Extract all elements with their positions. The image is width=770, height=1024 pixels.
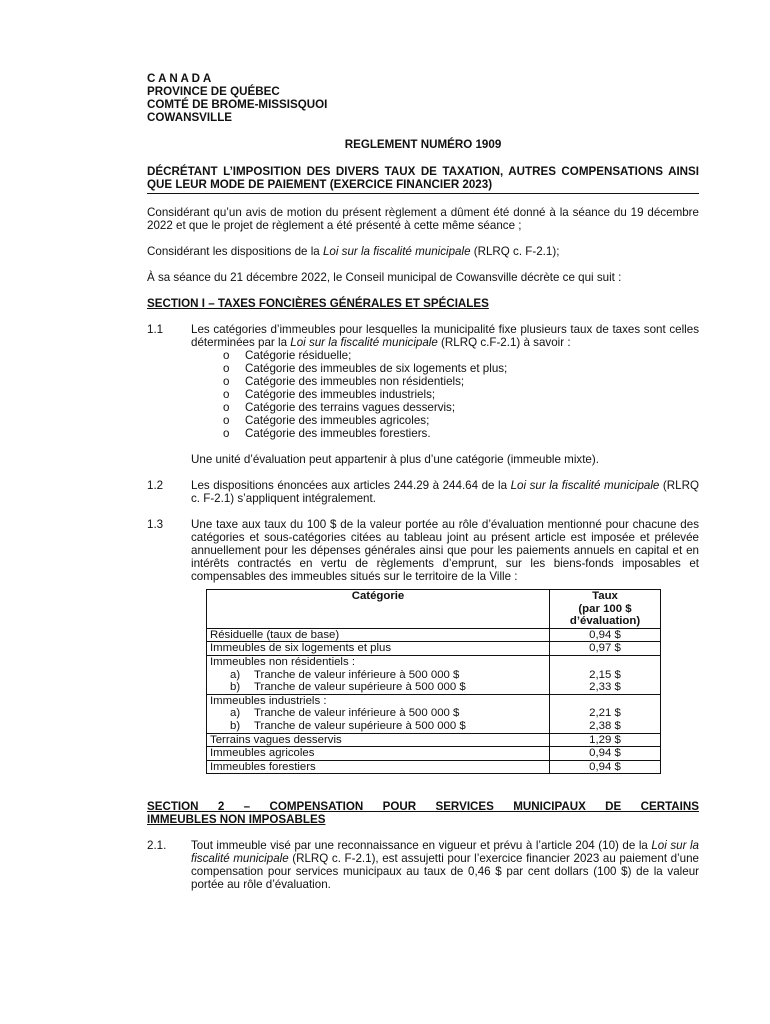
- category-cell: Immeubles agricoles: [207, 747, 550, 761]
- considerant-dispositions: [147, 245, 699, 258]
- header-line: Taux: [592, 590, 618, 602]
- category-column-header: Catégorie: [207, 590, 550, 629]
- text-segment: (RLRQ c.F-2.1) à savoir :: [437, 336, 571, 349]
- rate-cell: [550, 655, 661, 694]
- list-item-text: Catégorie des immeubles non résidentiels;: [245, 375, 465, 388]
- list-item-text: Catégorie des immeubles forestiers.: [245, 427, 431, 440]
- category-cell: Résiduelle (taux de base): [207, 628, 550, 642]
- sub-label: Tranche de valeur inférieure à 500 000 $: [254, 668, 460, 681]
- article-body: [191, 323, 699, 466]
- text-segment: Tout immeuble visé par une reconnaissance en vigueur et prévu à l’article 204 (10) de la: [191, 839, 652, 853]
- sub-letter: a): [230, 668, 241, 681]
- bullet-icon: o: [223, 349, 230, 362]
- category-cell: Immeubles forestiers: [207, 760, 550, 774]
- article-body: Une taxe aux taux du 100 $ de la valeur portée au rôle d’évaluation mentionné pour chacune des catégories et sous-catégories citées au tableau joint au présent article est imposée et prélevée annuellement pour les dépenses générales ainsi que pour les paiements annuels en capital et en intérêts contractés en vertu de règlements d’emprunt, sur les biens-fonds imposables et compensables des immeubles situés sur le territoire de la Ville :: [191, 518, 699, 583]
- rate-value: 2,38 $: [589, 719, 621, 732]
- mixte-note: Une unité d’évaluation peut appartenir à plus d’une catégorie (immeuble mixte).: [191, 453, 599, 466]
- rate-value: 2,15 $: [589, 668, 621, 681]
- rate-cell: 0,94 $: [550, 747, 661, 761]
- country-line: C A N A D A: [147, 72, 212, 85]
- article-1-1: [147, 323, 699, 466]
- header-line: d’évaluation): [569, 615, 641, 628]
- province-line: PROVINCE DE QUÉBEC: [147, 85, 280, 98]
- article-number: 1.3: [147, 518, 164, 531]
- sub-label: Tranche de valeur supérieure à 500 000 $: [254, 719, 466, 732]
- list-item: [223, 414, 699, 427]
- heading-line: IMMEUBLES NON IMPOSABLES: [147, 813, 326, 827]
- bullet-icon: o: [223, 414, 230, 427]
- sub-category: [210, 707, 546, 720]
- bullet-icon: o: [223, 427, 230, 440]
- text-segment: Les dispositions énoncées aux articles 244.29 à 244.64 de la: [191, 479, 511, 492]
- category-label: Immeubles industriels :: [210, 694, 327, 707]
- heading-line: SECTION 2 – COMPENSATION POUR SERVICES MUNICIPAUX DE CERTAINS: [147, 800, 699, 814]
- document-page: [147, 72, 699, 891]
- text-segment: (RLRQ c. F-2.1);: [470, 245, 560, 258]
- bullet-icon: o: [223, 362, 230, 375]
- table-row: [207, 733, 661, 747]
- sub-label: Tranche de valeur inférieure à 500 000 $: [254, 707, 460, 720]
- article-2-1: [147, 839, 699, 891]
- rate-cell: 0,94 $: [550, 628, 661, 642]
- sub-letter: a): [230, 707, 241, 720]
- table-row: [207, 760, 661, 774]
- city-line: COWANSVILLE: [147, 111, 233, 124]
- article-body: [191, 839, 699, 891]
- table-row: [207, 628, 661, 642]
- bullet-icon: o: [223, 401, 230, 414]
- rate-value: 2,21 $: [589, 707, 621, 720]
- law-title: Loi sur la fiscalité municipale: [322, 245, 471, 258]
- considerant-motion: Considérant qu’un avis de motion du présent règlement a dûment été donné à la séance du 19 décembre 2022 et que le projet de règlement a été présenté à cette même séance ;: [147, 206, 699, 232]
- section2-heading: [147, 800, 699, 826]
- jurisdiction-header: [147, 72, 699, 124]
- category-list: [191, 349, 699, 440]
- law-title: Loi sur la fiscalité municipale: [510, 479, 660, 492]
- category-cell: [207, 655, 550, 694]
- sub-letter: b): [230, 681, 241, 694]
- table-row: [207, 747, 661, 761]
- text-segment: (RLRQ c. F-2.1) s’appliquent intégralement.: [191, 479, 699, 505]
- article-number: 2.1.: [147, 839, 167, 853]
- article-1-3: [147, 518, 699, 583]
- county-line: COMTÉ DE BROME-MISSISQUOI: [147, 98, 328, 111]
- sub-category: [210, 669, 546, 682]
- rate-cell: 1,29 $: [550, 733, 661, 747]
- category-cell: [207, 694, 550, 733]
- decree-heading: DÉCRÉTANT L’IMPOSITION DES DIVERS TAUX DE TAXATION, AUTRES COMPENSATIONS AINSI QUE LEUR MODE DE PAIEMENT (EXERCICE FINANCIER 2023): [147, 165, 699, 194]
- list-item: [223, 362, 699, 375]
- rate-cell: [550, 694, 661, 733]
- bylaw-title: REGLEMENT NUMÉRO 1909: [344, 138, 502, 151]
- sub-category: [210, 720, 546, 733]
- text-segment: Considérant les dispositions de la: [147, 245, 323, 258]
- sub-category: [210, 681, 546, 694]
- article-body: [191, 479, 699, 505]
- law-title: Loi sur la fiscalité municipale: [191, 839, 699, 866]
- article-text: [191, 323, 699, 349]
- article-number: 1.2: [147, 479, 164, 492]
- sub-label: Tranche de valeur supérieure à 500 000 $: [254, 681, 466, 694]
- article-1-2: [147, 479, 699, 505]
- bullet-icon: o: [223, 375, 230, 388]
- category-label: Immeubles non résidentiels :: [210, 655, 355, 668]
- table-row: [207, 655, 661, 694]
- text-segment: (RLRQ c. F-2.1), est assujetti pour l’exercice financier 2023 au paiement d’une compensation pour services municipaux au taux de 0,46 $ par cent dollars (100 $) de la valeur portée au rôle d’évaluation.: [191, 852, 699, 892]
- list-item-text: Catégorie résiduelle;: [245, 349, 352, 362]
- article-number: 1.1: [147, 323, 164, 336]
- law-title: Loi sur la fiscalité municipale: [290, 336, 438, 349]
- list-item-text: Catégorie des immeubles de six logements et plus;: [245, 362, 508, 375]
- list-item: [223, 375, 699, 388]
- tax-rate-table: [206, 589, 661, 774]
- table-row: [207, 694, 661, 733]
- table-header-row: [207, 590, 661, 629]
- bullet-icon: o: [223, 388, 230, 401]
- table-row: [207, 642, 661, 656]
- seance-statement: À sa séance du 21 décembre 2022, le Conseil municipal de Cowansville décrète ce qui suit :: [147, 271, 622, 284]
- list-item: [223, 401, 699, 414]
- rate-cell: 0,94 $: [550, 760, 661, 774]
- list-item: [223, 388, 699, 401]
- rate-cell: 0,97 $: [550, 642, 661, 656]
- text-segment: Les catégories d’immeubles pour lesquelles la municipalité fixe plusieurs taux de taxes sont celles déterminées par la: [191, 323, 699, 349]
- category-cell: Immeubles de six logements et plus: [207, 642, 550, 656]
- rate-column-header: [550, 590, 661, 629]
- list-item: [223, 427, 699, 440]
- category-cell: Terrains vagues desservis: [207, 733, 550, 747]
- rate-value: 2,33 $: [589, 681, 621, 694]
- list-item-text: Catégorie des terrains vagues desservis;: [245, 401, 456, 414]
- header-line: (par 100 $: [578, 602, 632, 615]
- section1-heading: SECTION I – TAXES FONCIÈRES GÉNÉRALES ET SPÉCIALES: [147, 297, 489, 310]
- sub-letter: b): [230, 719, 241, 732]
- list-item: [223, 349, 699, 362]
- list-item-text: Catégorie des immeubles agricoles;: [245, 414, 430, 427]
- list-item-text: Catégorie des immeubles industriels;: [245, 388, 436, 401]
